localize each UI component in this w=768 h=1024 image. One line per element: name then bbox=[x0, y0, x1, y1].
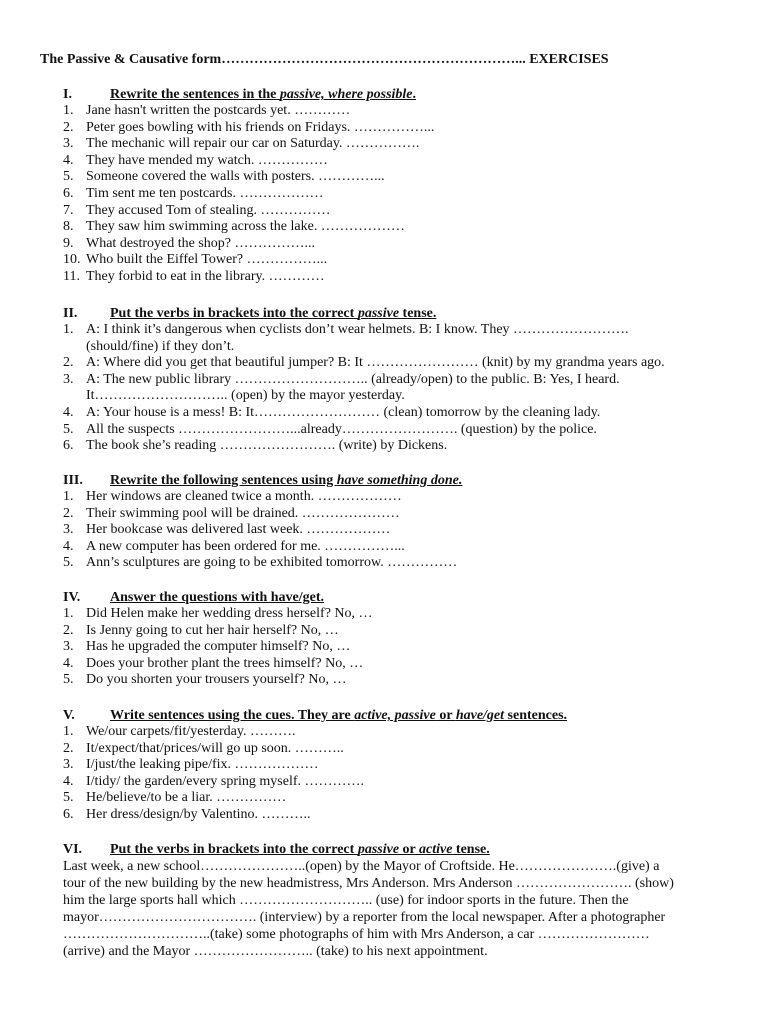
item-text: We/our carpets/fit/yesterday. ………. bbox=[86, 724, 296, 739]
item-text: Someone covered the walls with posters. …………... bbox=[86, 169, 385, 185]
instruction-fragment: Put the verbs in brackets into the correct bbox=[110, 842, 358, 857]
exercise-section bbox=[63, 305, 743, 455]
item-text: They accused Tom of stealing. …………… bbox=[86, 202, 331, 218]
exercise-item bbox=[63, 639, 743, 656]
item-text: Ann’s sculptures are going to be exhibited tomorrow. …………… bbox=[86, 555, 458, 571]
section-instruction bbox=[110, 841, 490, 858]
exercise-item bbox=[63, 774, 743, 791]
exercise-item bbox=[63, 355, 743, 372]
instruction-fragment: tense. bbox=[399, 306, 437, 321]
item-text: They have mended my watch. …………… bbox=[86, 152, 328, 168]
exercise-item bbox=[63, 405, 743, 422]
item-number: 11. bbox=[63, 268, 80, 284]
item-text: Jane hasn't written the postcards yet. ………… bbox=[86, 103, 351, 118]
exercise-item bbox=[63, 623, 743, 640]
exercise-item bbox=[63, 724, 743, 741]
exercise-item bbox=[63, 153, 743, 170]
item-number: 1. bbox=[63, 489, 74, 504]
item-text: Their swimming pool will be drained. ………………… bbox=[86, 505, 400, 521]
exercise-item bbox=[63, 606, 743, 623]
instruction-fragment: or bbox=[435, 708, 456, 723]
exercise-item bbox=[63, 522, 743, 539]
cloze-paragraph bbox=[63, 858, 743, 960]
instruction-fragment: Answer the questions with have/get. bbox=[110, 590, 325, 605]
instruction-fragment: sentences. bbox=[504, 708, 568, 723]
instruction-fragment: passive, where possible bbox=[279, 87, 413, 102]
instruction-fragment: have/get bbox=[455, 708, 505, 723]
instruction-fragment: tense. bbox=[452, 842, 490, 857]
section-instruction bbox=[110, 472, 462, 489]
item-number: 3. bbox=[63, 522, 74, 538]
item-number: 3. bbox=[63, 757, 74, 773]
exercise-item bbox=[63, 506, 743, 523]
item-text: They saw him swimming across the lake. ……………… bbox=[86, 219, 405, 235]
section-heading bbox=[63, 86, 743, 103]
item-text: Who built the Eiffel Tower? ……………... bbox=[86, 252, 328, 268]
exercise-item bbox=[63, 186, 743, 203]
item-text: A: I think it’s dangerous when cyclists don’t wear helmets. B: I know. They ……………………. (should/fine) if they don’t. bbox=[86, 322, 629, 354]
item-number: 5. bbox=[63, 421, 74, 437]
item-number: 5. bbox=[63, 169, 74, 185]
exercise-item bbox=[63, 120, 743, 137]
item-number: 1. bbox=[63, 322, 74, 337]
exercise-list bbox=[63, 724, 743, 824]
section-instruction bbox=[110, 589, 324, 606]
item-number: 4. bbox=[63, 773, 74, 789]
exercise-section bbox=[63, 707, 743, 824]
exercise-list bbox=[63, 103, 743, 286]
item-text: A new computer has been ordered for me. ……………... bbox=[86, 538, 405, 554]
section-heading bbox=[63, 472, 743, 489]
section-numeral: VI. bbox=[63, 842, 83, 857]
exercise-item bbox=[63, 203, 743, 220]
item-text: Did Helen make her wedding dress herself? No, … bbox=[86, 606, 373, 621]
exercise-list bbox=[63, 322, 743, 455]
exercise-item bbox=[63, 757, 743, 774]
instruction-fragment: passive bbox=[357, 842, 400, 857]
item-number: 4. bbox=[63, 655, 74, 671]
section-instruction bbox=[110, 707, 567, 724]
exercise-item bbox=[63, 807, 743, 824]
instruction-fragment: have something done. bbox=[336, 473, 463, 488]
item-number: 3. bbox=[63, 639, 74, 655]
exercise-item bbox=[63, 489, 743, 506]
item-number: 2. bbox=[63, 622, 74, 638]
item-number: 4. bbox=[63, 152, 74, 168]
item-text: Has he upgraded the computer himself? No, … bbox=[86, 639, 351, 655]
item-number: 1. bbox=[63, 606, 74, 621]
document-title: The Passive & Causative form………………………………………………………... EXERCISES bbox=[40, 52, 609, 67]
exercise-item bbox=[63, 219, 743, 236]
exercise-item bbox=[63, 103, 743, 120]
item-number: 3. bbox=[63, 136, 74, 152]
instruction-fragment: or bbox=[399, 842, 419, 857]
exercise-item bbox=[63, 269, 743, 286]
item-text: They forbid to eat in the library. ………… bbox=[86, 268, 325, 284]
exercise-item bbox=[63, 136, 743, 153]
item-text: Peter goes bowling with his friends on Fridays. ……………... bbox=[86, 119, 435, 135]
section-numeral: III. bbox=[63, 473, 83, 488]
section-numeral: II. bbox=[63, 306, 78, 321]
item-text: Her dress/design/by Valentino. ……….. bbox=[86, 806, 311, 822]
item-text: All the suspects ……………………...already……………………. (question) by the police. bbox=[86, 421, 597, 437]
item-text: What destroyed the shop? ……………... bbox=[86, 235, 316, 251]
item-text: The mechanic will repair our car on Saturday. ……………. bbox=[86, 136, 420, 152]
item-number: 4. bbox=[63, 404, 74, 420]
item-number: 5. bbox=[63, 672, 74, 688]
item-number: 6. bbox=[63, 806, 74, 822]
item-number: 2. bbox=[63, 119, 74, 135]
paragraph-line: mayor……………………………. (interview) by a reporter from the local newspaper. After a photographer bbox=[63, 910, 666, 925]
item-number: 2. bbox=[63, 355, 74, 371]
item-number: 7. bbox=[63, 202, 74, 218]
item-text: Her bookcase was delivered last week. ……………… bbox=[86, 522, 391, 538]
item-text: A: The new public library ……………………….. (already/open) to the public. B: Yes, I heard. It……………………….. (open) by the mayor yesterday. bbox=[86, 371, 620, 404]
instruction-fragment: Write sentences using the cues. They are bbox=[110, 708, 355, 723]
instruction-fragment: Rewrite the sentences in the bbox=[110, 87, 280, 102]
item-number: 9. bbox=[63, 235, 74, 251]
exercise-item bbox=[63, 555, 743, 572]
instruction-fragment: active, passive bbox=[354, 708, 436, 723]
item-number: 1. bbox=[63, 724, 74, 739]
item-number: 3. bbox=[63, 371, 74, 387]
section-numeral: V. bbox=[63, 708, 75, 723]
instruction-fragment: Put the verbs in brackets into the correct bbox=[110, 306, 358, 321]
exercise-item bbox=[63, 741, 743, 758]
item-number: 4. bbox=[63, 538, 74, 554]
exercise-item bbox=[63, 422, 743, 439]
exercise-item bbox=[63, 790, 743, 807]
section-numeral: IV. bbox=[63, 590, 81, 605]
exercise-section bbox=[63, 472, 743, 572]
exercise-item bbox=[63, 169, 743, 186]
paragraph-line: …………………………..(take) some photographs of him with Mrs Anderson, a car …………………… bbox=[63, 927, 650, 942]
exercise-list bbox=[63, 606, 743, 689]
instruction-fragment: . bbox=[412, 87, 417, 102]
item-number: 5. bbox=[63, 555, 74, 571]
item-number: 2. bbox=[63, 505, 74, 521]
section-instruction bbox=[110, 86, 416, 103]
instruction-fragment: passive bbox=[357, 306, 400, 321]
exercise-item bbox=[63, 236, 743, 253]
item-number: 5. bbox=[63, 790, 74, 806]
exercise-list bbox=[63, 489, 743, 572]
instruction-fragment: active bbox=[419, 842, 453, 857]
item-text: The book she’s reading ……………………. (write) by Dickens. bbox=[86, 438, 448, 454]
exercise-section bbox=[63, 589, 743, 689]
exercise-item bbox=[63, 322, 743, 355]
exercise-item bbox=[63, 252, 743, 269]
item-number: 8. bbox=[63, 219, 74, 235]
item-number: 6. bbox=[63, 185, 74, 201]
item-number: 2. bbox=[63, 740, 74, 756]
exercise-item bbox=[63, 372, 743, 405]
item-text: I/just/the leaking pipe/fix. ……………… bbox=[86, 757, 319, 773]
item-text: Does your brother plant the trees himself? No, … bbox=[86, 655, 364, 671]
item-number: 6. bbox=[63, 438, 74, 454]
item-text: Tim sent me ten postcards. ……………… bbox=[86, 185, 324, 201]
exercise-section bbox=[63, 86, 743, 286]
paragraph-line: him the large sports hall which ……………………….. (use) for indoor sports in the future. Then the bbox=[63, 893, 629, 908]
item-text: He/believe/to be a liar. …………… bbox=[86, 790, 287, 806]
section-heading bbox=[63, 305, 743, 322]
paragraph-line: Last week, a new school…………………..(open) by the Mayor of Croftside. He………………….(give) a bbox=[63, 859, 660, 874]
section-heading bbox=[63, 707, 743, 724]
instruction-fragment: Rewrite the following sentences using bbox=[110, 473, 337, 488]
paragraph-line: tour of the new building by the new headmistress, Mrs Anderson. Mrs Anderson ……………………. (show) bbox=[63, 876, 674, 891]
section-heading bbox=[63, 589, 743, 606]
section-numeral: I. bbox=[63, 87, 72, 102]
item-text: I/tidy/ the garden/every spring myself. …………. bbox=[86, 773, 364, 789]
paragraph-line: (arrive) and the Mayor …………………….. (take) to his next appointment. bbox=[63, 944, 488, 959]
item-text: Her windows are cleaned twice a month. ……………… bbox=[86, 489, 402, 504]
item-text: It/expect/that/prices/will go up soon. ……….. bbox=[86, 740, 344, 756]
section-heading bbox=[63, 841, 743, 858]
item-text: Do you shorten your trousers yourself? No, … bbox=[86, 672, 347, 688]
exercise-section bbox=[63, 841, 743, 960]
exercise-item bbox=[63, 539, 743, 556]
item-number: 10. bbox=[63, 252, 81, 268]
item-number: 1. bbox=[63, 103, 74, 118]
section-instruction bbox=[110, 305, 436, 322]
exercise-item bbox=[63, 672, 743, 689]
exercise-item bbox=[63, 438, 743, 455]
item-text: A: Your house is a mess! B: It……………………… (clean) tomorrow by the cleaning lady. bbox=[86, 404, 601, 420]
exercise-item bbox=[63, 656, 743, 673]
item-text: A: Where did you get that beautiful jumper? B: It …………………… (knit) by my grandma years ago. bbox=[86, 355, 665, 371]
item-text: Is Jenny going to cut her hair herself? No, … bbox=[86, 622, 339, 638]
